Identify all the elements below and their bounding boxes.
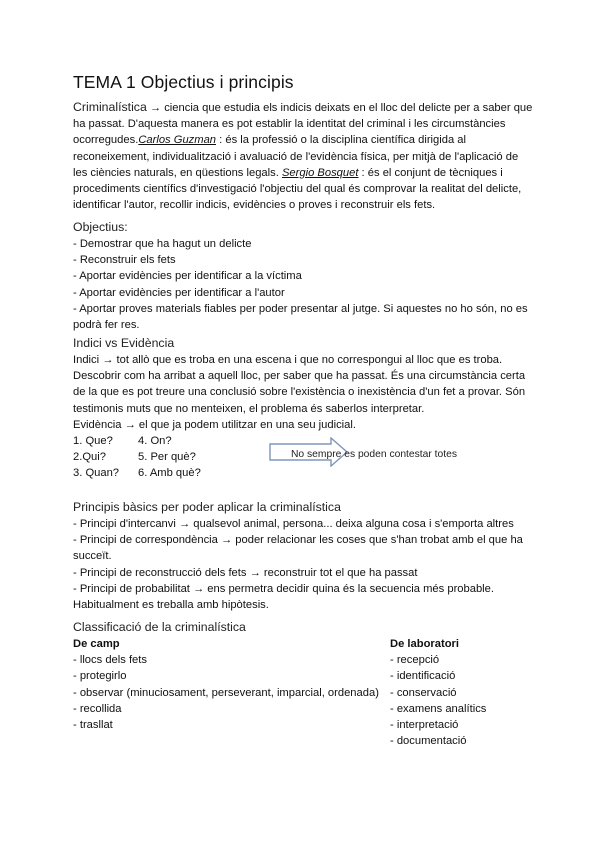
objectius-section (73, 218, 543, 333)
question-item: 1. Que? (73, 435, 113, 448)
list-item: - examens analítics (390, 702, 487, 715)
intro-line-1: ciencia que estudia els indicis deixats en el lloc del delicte per a saber que (161, 102, 533, 114)
principi-line: - Principi d'intercanvi → qualsevol animal, persona... deixa alguna cosa i s'emporta altres (73, 518, 514, 530)
principi-line: Habitualment es treballa amb hipòtesis. (73, 599, 269, 612)
intro-line-7: identificar l'autor, recollir indicis, evidències o proves i reconstruir els fets. (73, 199, 436, 212)
list-item: - trasllat (73, 719, 113, 732)
term-criminalistica: Criminalística (73, 100, 147, 114)
principis-heading: Principis bàsics per poder aplicar la criminalística (73, 500, 341, 514)
principi-line: - Principi de reconstrucció dels fets → reconstruir tot el que ha passat (73, 566, 418, 579)
list-item: - protegirlo (73, 670, 127, 683)
principi-line: - Principi de correspondència → poder relacionar les coses que s'han trobat amb el que ha (73, 534, 523, 547)
intro-line-3-start: ocorregudes. (73, 134, 139, 147)
document-page (73, 70, 543, 748)
list-item: - identificació (390, 670, 456, 683)
list-item: - interpretació (390, 719, 459, 732)
author-carlos-guzman: Carlos Guzman (138, 134, 217, 147)
author-sergio-bosquet: Sergio Bosquet (281, 166, 359, 179)
camp-column (73, 636, 379, 733)
indici-line: Indici → tot allò que es troba en una escena i que no correspongui al lloc que es troba. (73, 354, 503, 366)
intro-line-2: ha passat. D'aquesta manera es pot establir la identitat del criminal i les circumstàncies (73, 118, 506, 131)
classificacio-heading: Classificació de la criminalística (73, 620, 246, 634)
laboratori-column (390, 636, 486, 749)
list-item: podrà fer res. (73, 319, 140, 332)
classificacio-section (73, 618, 543, 748)
list-item: - Aportar proves materials fiables per poder presentar al jutge. Si aquestes no ho són, no es (73, 302, 528, 315)
question-item: 4. On? (138, 435, 172, 448)
objectius-heading: Objectius: (73, 220, 128, 234)
indici-line: testimonis muts que no menteixen, el problema és saberlos interpretar. (73, 402, 425, 415)
question-item: 6. Amb què? (138, 467, 201, 480)
list-item: - Demostrar que ha hagut un delicte (73, 238, 252, 250)
list-item: - Aportar evidències per identificar a l'autor (73, 286, 285, 299)
list-item: - observar (minuciosament, perseverant, imparcial, ordenada) (73, 686, 379, 699)
question-item: 2.Qui? (73, 451, 106, 464)
indici-line: de la que es pot treure una conclusió sobre l'existència o inexistència d'un fet a provar. Són (73, 386, 526, 399)
intro-line-5-start: les ciències naturals, en qüestions legals. (73, 166, 282, 179)
arrow-glyph: → (149, 102, 162, 114)
intro-line-4: reconeixement, individualització i avaluació de l'evidència física, per mitjà de l'aplicació de (73, 150, 519, 163)
principi-line: succeït. (73, 550, 112, 563)
arrow-note: No sempre es poden contestar totes (291, 449, 457, 461)
question-item: 3. Quan? (73, 467, 120, 480)
evidencia-line: Evidència → el que ja podem utilitzar en una seu judicial. (73, 418, 356, 431)
laboratori-title: De laboratori (390, 638, 460, 650)
list-item: - llocs dels fets (73, 654, 147, 667)
intro-line-5-end: : és el conjunt de tècniques i (358, 166, 503, 179)
indici-line: Descobrir com ha arribat a aquell lloc, per saber que ha passat. És una circumstància certa (73, 370, 526, 383)
intro-line-3-end: : és la professió o la disciplina científica dirigida al (216, 134, 467, 147)
question-item: 5. Per què? (138, 451, 196, 464)
list-item: - Reconstruir els fets (73, 254, 176, 267)
objectius-list (73, 236, 543, 333)
principi-line: - Principi de probabilitat → ens permetra decidir quina és la secuencia més probable. (73, 582, 494, 595)
intro-line-6: procediments científics d'investigació l'objectiu del qual és comprovar la realitat del delicte, (73, 183, 522, 196)
indici-heading: Indici vs Evidència (73, 336, 175, 350)
page-title: TEMA 1 Objectius i principis (73, 72, 294, 92)
list-item: - recollida (73, 702, 122, 715)
list-item: - Aportar evidències per identificar a la víctima (73, 270, 302, 283)
intro-paragraph (73, 98, 543, 213)
indici-section (73, 334, 543, 481)
principis-section (73, 498, 543, 613)
list-item: - conservació (390, 686, 457, 699)
list-item: - documentació (390, 735, 467, 748)
list-item: - recepció (390, 654, 440, 667)
camp-title: De camp (73, 638, 120, 650)
questions-grid (73, 433, 543, 481)
